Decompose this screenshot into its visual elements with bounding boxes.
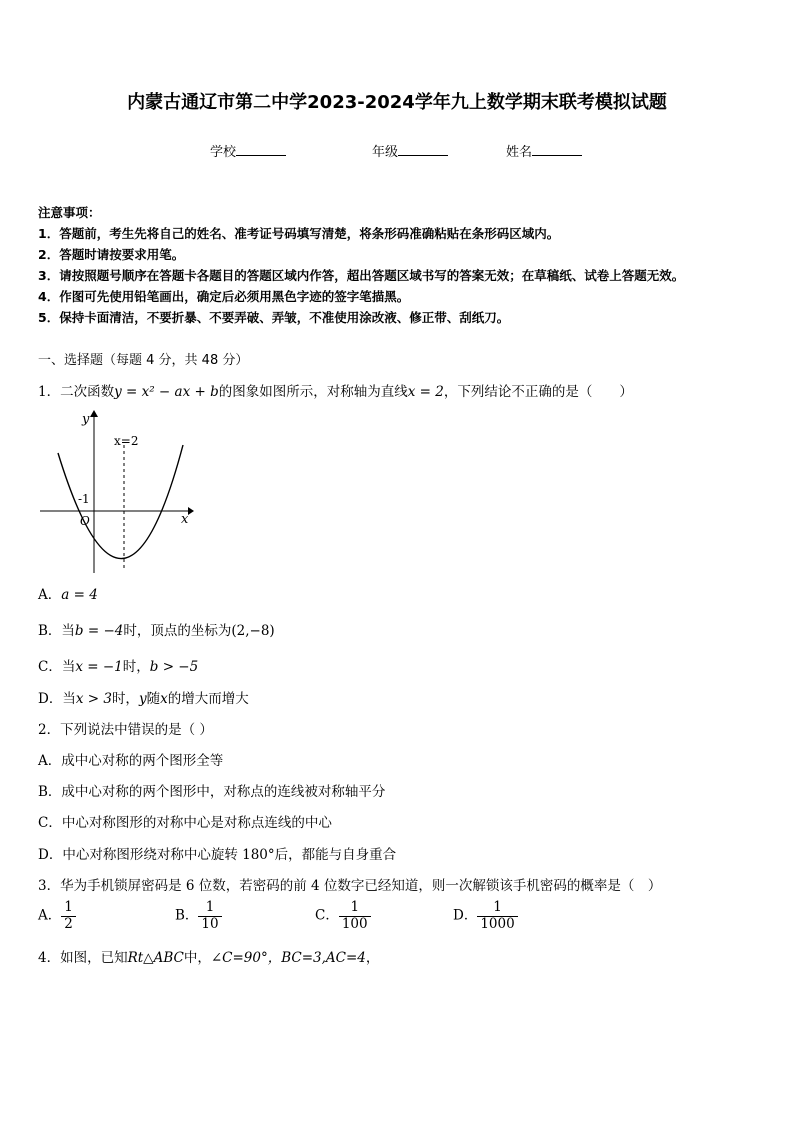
q1-option-c-pre: C．当 xyxy=(38,659,76,675)
q4-prefix: 4．如图，已知 xyxy=(38,950,128,966)
q2-option-c: C．中心对称图形的对称中心是对称点连线的中心 xyxy=(38,815,332,831)
q1-option-d-mid: 时， xyxy=(111,691,139,707)
q1-option-d-math3: x xyxy=(160,691,168,707)
notice-item-2: 2．答题时请按要求用笔。 xyxy=(38,247,185,262)
name-blank xyxy=(532,143,582,156)
q4-triangle: Rt△ABC xyxy=(127,950,184,966)
parabola-curve xyxy=(58,445,183,559)
q1-option-d-pre: D．当 xyxy=(38,691,76,707)
q3-option-d xyxy=(453,900,518,932)
q1-option-d-math2: y xyxy=(138,691,147,707)
q1-option-d xyxy=(38,687,249,707)
y-axis-arrow xyxy=(90,410,98,417)
q1-function: y = x² − ax + b xyxy=(114,384,219,400)
q4-condition: ∠C=90°，BC=3,AC=4 xyxy=(210,950,366,966)
q1-option-c-mid: 时， xyxy=(122,659,150,675)
q1-option-d-math1: x > 3 xyxy=(75,691,112,707)
q1-option-c-math2: b > −5 xyxy=(149,659,199,675)
grade-field xyxy=(372,141,448,160)
q2-option-d: D．中心对称图形绕对称中心旋转 180°后，都能与自身重合 xyxy=(38,847,397,863)
notice-item-5: 5．保持卡面清洁，不要折暴、不要弄破、弄皱，不准使用涂改液、修正带、刮纸刀。 xyxy=(38,310,510,325)
origin-label: O xyxy=(80,514,90,528)
q3-option-a-fraction xyxy=(61,900,76,932)
q3-option-c-label: C． xyxy=(315,907,339,924)
q3-option-b-fraction xyxy=(198,900,221,932)
school-label: 学校 xyxy=(210,145,237,160)
question-3-stem: 3．华为手机锁屏密码是 6 位数，若密码的前 4 位数字已经知道，则一次解锁该手机密码的概率是（ ） xyxy=(38,878,662,894)
notice-item-1: 1．答题前，考生先将自己的姓名、准考证号码填写清楚，将条形码准确粘贴在条形码区域内。 xyxy=(38,226,560,241)
q1-option-a xyxy=(38,583,98,603)
q3-option-d-num: 1 xyxy=(477,900,517,917)
parabola-graph xyxy=(36,405,196,575)
q1-option-b-math1: b = −4 xyxy=(74,623,124,639)
q2-option-b: B．成中心对称的两个图形中，对称点的连线被对称轴平分 xyxy=(38,784,386,800)
q3-option-a-den: 2 xyxy=(64,915,73,932)
question-2-stem: 2．下列说法中错误的是（ ） xyxy=(38,722,213,738)
q4-suffix: ， xyxy=(365,950,380,966)
q1-option-b-mid: 时，顶点的坐标为 xyxy=(123,623,232,639)
q3-option-b-label: B． xyxy=(175,907,199,924)
page-title: 内蒙古通辽市第二中学2023-2024学年九上数学期末联考模拟试题 xyxy=(127,92,667,113)
school-field xyxy=(210,141,286,160)
name-label: 姓名 xyxy=(506,145,533,160)
name-field xyxy=(506,141,582,160)
q1-option-d-mid2: 随 xyxy=(146,691,161,707)
q3-option-c xyxy=(315,900,371,932)
x-axis-arrow xyxy=(188,507,194,515)
q3-option-d-den: 1000 xyxy=(480,915,515,932)
notice-heading: 注意事项： xyxy=(38,205,101,220)
q3-option-c-den: 100 xyxy=(341,915,368,932)
q1-option-c xyxy=(38,655,198,675)
grade-blank xyxy=(398,143,448,156)
section-heading: 一、选择题（每题 4 分，共 48 分） xyxy=(38,353,249,368)
q1-option-b-math2: (2,−8) xyxy=(231,623,275,639)
q1-prefix: 1．二次函数 xyxy=(38,384,115,400)
q3-option-b xyxy=(175,900,222,932)
q1-option-d-suffix: 的增大而增大 xyxy=(167,691,249,707)
question-1-stem xyxy=(38,380,633,400)
q1-option-c-math1: x = −1 xyxy=(75,659,123,675)
q3-option-d-fraction xyxy=(477,900,517,932)
grade-label: 年级 xyxy=(372,145,399,160)
q2-option-a: A．成中心对称的两个图形全等 xyxy=(38,753,224,769)
intercept-label: -1 xyxy=(78,492,90,506)
q3-option-a-num: 1 xyxy=(61,900,76,917)
q3-option-a xyxy=(38,900,76,932)
q1-option-a-math: a = 4 xyxy=(61,587,98,603)
notice-item-3: 3．请按照题号顺序在答题卡各题目的答题区域内作答，超出答题区域书写的答案无效；在草稿纸、试卷上答题无效。 xyxy=(38,268,685,283)
q3-option-d-label: D． xyxy=(453,907,478,924)
q3-option-a-label: A． xyxy=(38,907,62,924)
notice-item-4: 4．作图可先使用铅笔画出，确定后必须用黑色字迹的签字笔描黑。 xyxy=(38,289,410,304)
q4-mid: 中， xyxy=(183,950,211,966)
q1-axis: x = 2 xyxy=(407,384,444,400)
q3-option-b-den: 10 xyxy=(201,915,219,932)
q3-option-b-num: 1 xyxy=(198,900,221,917)
q3-option-c-num: 1 xyxy=(339,900,371,917)
q3-option-c-fraction xyxy=(339,900,371,932)
x-label: x xyxy=(181,512,189,527)
question-4-stem xyxy=(38,946,379,966)
school-blank xyxy=(236,143,286,156)
symmetry-axis-label: x=2 xyxy=(114,434,139,448)
y-label: y xyxy=(82,412,90,427)
q1-option-b xyxy=(38,619,275,639)
q1-option-b-pre: B．当 xyxy=(38,623,75,639)
q1-option-a-label: A． xyxy=(38,587,62,603)
q1-mid: 的图象如图所示，对称轴为直线 xyxy=(218,384,408,400)
q1-suffix: ，下列结论不正确的是（ ） xyxy=(443,384,633,400)
